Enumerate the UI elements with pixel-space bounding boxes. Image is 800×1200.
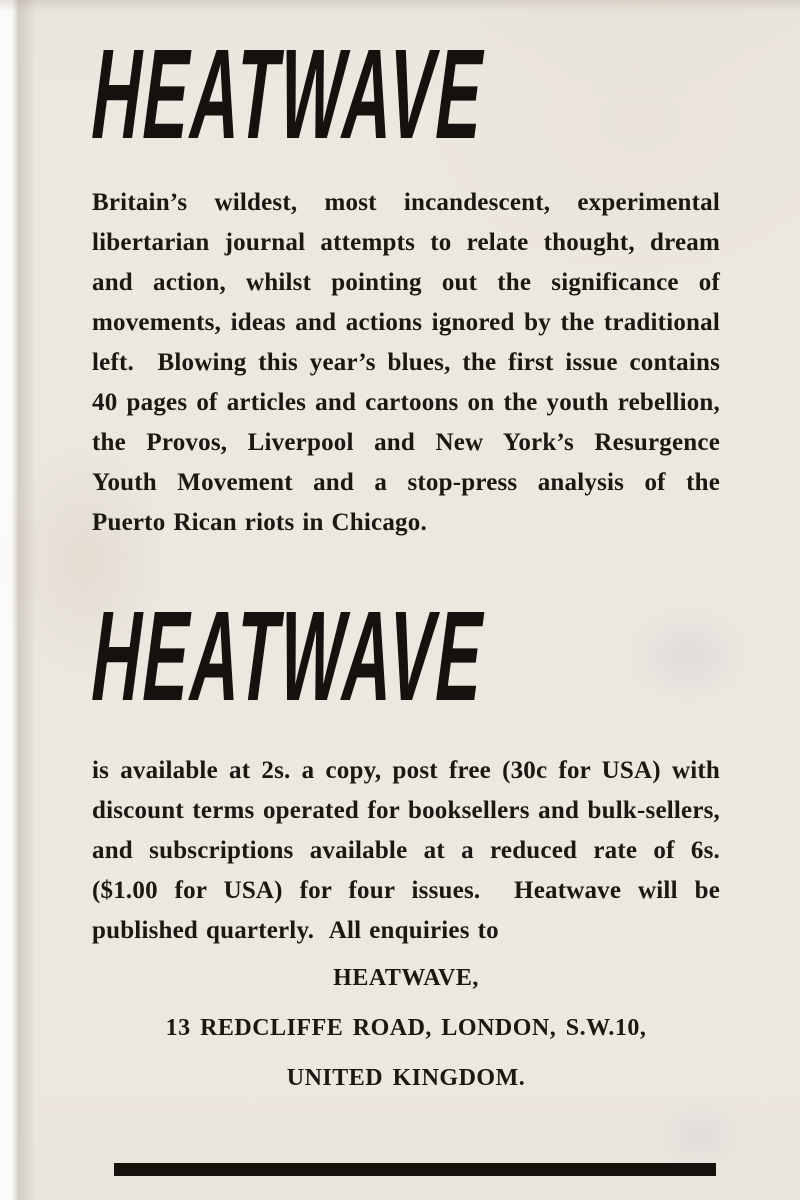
intro-line: libertarian journal attempts to relate thought, dream <box>92 229 720 256</box>
availability-line: and subscriptions available at a reduced rate of 6s. <box>92 837 720 864</box>
availability-line: published quarterly. All enquiries to <box>92 917 499 944</box>
intro-line: Britain’s wildest, most incandescent, experimental <box>92 189 720 216</box>
masthead-title: HEATWAVE <box>90 23 486 166</box>
intro-line: movements, ideas and actions ignored by the traditional <box>92 309 720 336</box>
intro-line: the Provos, Liverpool and New York’s Resurgence <box>92 429 720 456</box>
availability-line: discount terms operated for booksellers and bulk-sellers, <box>92 797 720 824</box>
intro-line: 40 pages of articles and cartoons on the youth rebellion, <box>92 389 720 416</box>
bottom-rule <box>114 1163 716 1176</box>
address-block <box>92 953 720 1103</box>
availability-paragraph <box>92 751 720 951</box>
intro-paragraph <box>92 183 720 543</box>
availability-line: is available at 2s. a copy, post free (30c for USA) with <box>92 757 720 784</box>
intro-line: Youth Movement and a stop-press analysis of the <box>92 469 720 496</box>
intro-line: Puerto Rican riots in Chicago. <box>92 509 427 536</box>
address-line-name: HEATWAVE, <box>333 965 479 991</box>
intro-line: left. Blowing this year’s blues, the first issue contains <box>92 349 720 376</box>
availability-line: ($1.00 for USA) for four issues. Heatwave will be <box>92 877 720 904</box>
second-masthead-title: HEATWAVE <box>90 585 486 728</box>
intro-line: and action, whilst pointing out the significance of <box>92 269 720 296</box>
address-line-country: UNITED KINGDOM. <box>286 1065 526 1091</box>
address-line-street: 13 REDCLIFFE ROAD, LONDON, S.W.10, <box>165 1015 647 1041</box>
